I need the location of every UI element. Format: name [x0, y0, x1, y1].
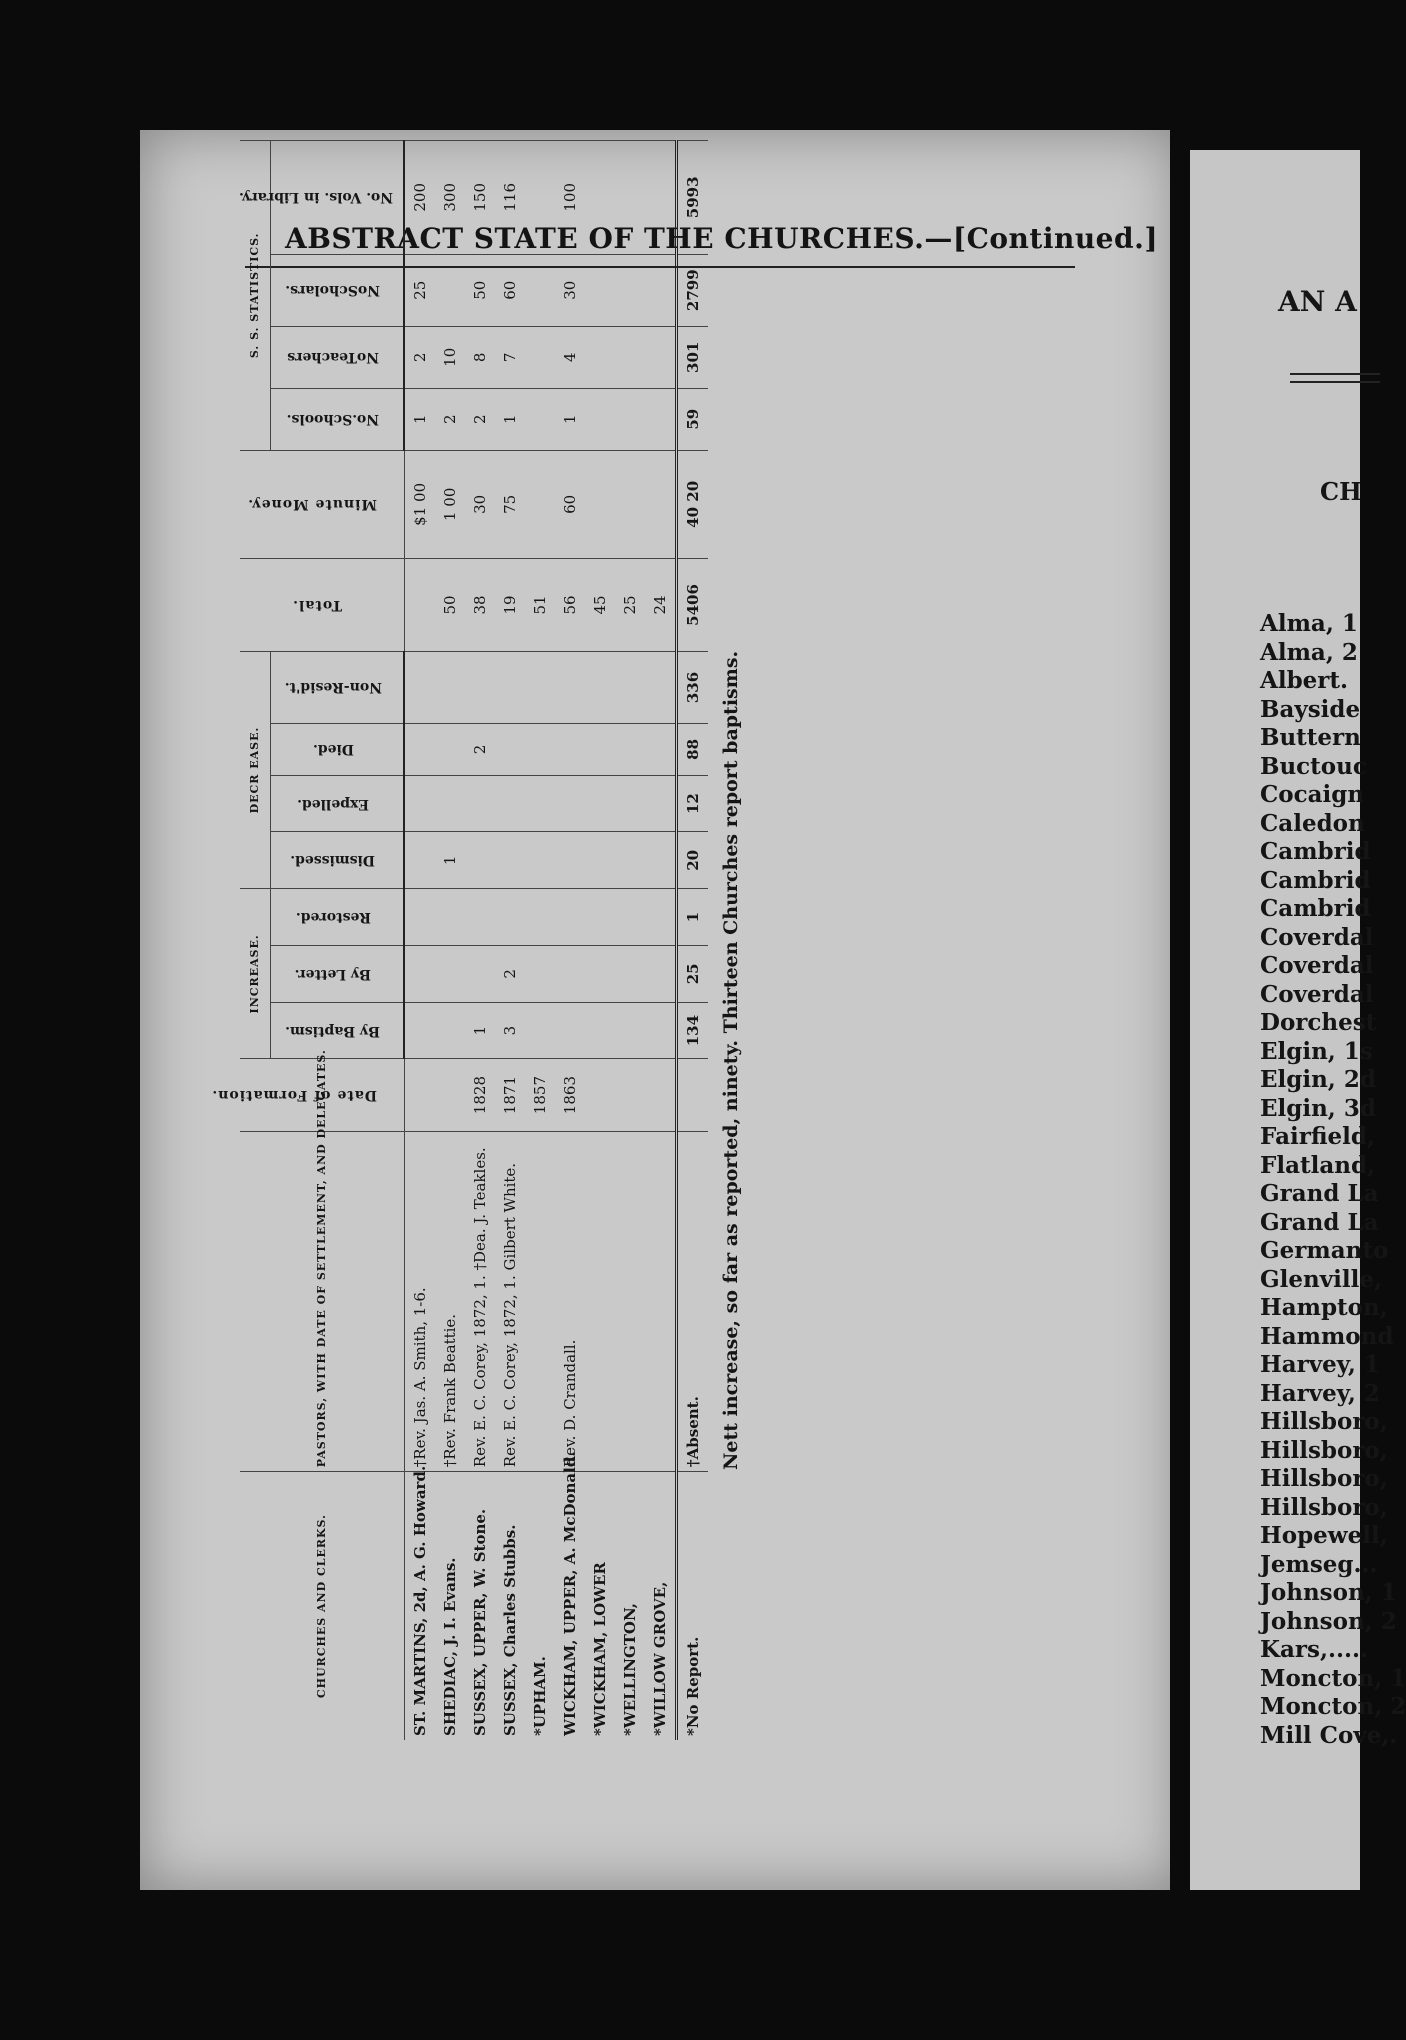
cell-baptism [585, 1002, 615, 1059]
cell-date [615, 1059, 645, 1131]
cell-nonresid [404, 651, 435, 723]
right-page-list-item: Grand La [1260, 1208, 1379, 1236]
cell-teachers [645, 326, 677, 388]
cell-scholars: 50 [465, 254, 495, 326]
cell-died [555, 724, 585, 776]
header-expelled [271, 775, 405, 832]
totals-row [677, 141, 709, 1741]
right-page-list-item: Cambrid [1260, 838, 1371, 865]
header-pastors: PASTORS, WITH DATE OF SETTLEMENT, AND DELEGATES. [240, 1131, 404, 1472]
cell-minute [585, 450, 615, 558]
header-restored-label: Restored. [295, 909, 371, 926]
right-page-list-item: Mill Cove,. [1260, 1721, 1398, 1749]
header-vols [238, 141, 405, 255]
cell-letter [525, 945, 555, 1002]
header-decrease: DECR EASE. [240, 651, 271, 888]
cell-expelled [465, 775, 495, 832]
cell-nonresid: 336 [677, 651, 709, 723]
cell-nonresid [465, 651, 495, 723]
header-schools-label: No.Schools. [286, 411, 380, 428]
right-page-list-item: Dorchest [1260, 1009, 1377, 1036]
right-page [1190, 150, 1406, 1890]
cell-letter [435, 945, 465, 1002]
header-dismissed [271, 832, 405, 889]
cell-died [525, 724, 555, 776]
cell-restored [585, 889, 615, 946]
table-row [495, 141, 525, 1741]
right-page-list-item: Hillsboro, [1260, 1436, 1388, 1464]
header-died-label: Died. [312, 741, 354, 758]
cell-teachers: 4 [555, 326, 585, 388]
table-row [645, 141, 677, 1741]
cell-pastor [615, 1131, 645, 1472]
cell-minute: 30 [465, 450, 495, 558]
cell-church: *WILLOW GROVE, [645, 1472, 677, 1740]
cell-vols: 200 [404, 141, 435, 255]
cell-expelled [435, 775, 465, 832]
cell-church: SHEDIAC, J. I. Evans. [435, 1472, 465, 1740]
header-letter-label: By Letter. [294, 965, 372, 982]
cell-date [677, 1059, 709, 1131]
nett-increase-note: Nett increase, so far as reported, ninety. Thirteen Churches report baptisms. [720, 650, 742, 1470]
cell-schools [615, 388, 645, 450]
cell-teachers: 2 [404, 326, 435, 388]
cell-letter [465, 945, 495, 1002]
right-page-list-item: Buttern [1260, 724, 1361, 751]
cell-total: 45 [585, 559, 615, 652]
cell-baptism [404, 1002, 435, 1059]
cell-died [435, 724, 465, 776]
cell-dismissed: 20 [677, 832, 709, 889]
cell-teachers [585, 326, 615, 388]
right-page-list-item: Hammond [1260, 1322, 1394, 1350]
page-title: ABSTRACT STATE OF THE CHURCHES.—[Continued.] [285, 222, 1159, 255]
cell-teachers: 8 [465, 326, 495, 388]
cell-minute: 60 [555, 450, 585, 558]
cell-vols [615, 141, 645, 255]
header-expelled-label: Expelled. [297, 795, 369, 812]
cell-dismissed [525, 832, 555, 889]
header-increase: INCREASE. [240, 889, 271, 1059]
right-page-list-item: Alma, 2 [1260, 638, 1358, 666]
cell-pastor [645, 1131, 677, 1472]
rotated-table-area [140, 130, 1180, 1890]
cell-vols: 100 [555, 141, 585, 255]
cell-total: 50 [435, 559, 465, 652]
cell-restored: 1 [677, 889, 709, 946]
cell-dismissed [555, 832, 585, 889]
right-page-list-item: Johnson, 2 [1260, 1607, 1397, 1635]
right-page-list-item: Grand La [1260, 1180, 1379, 1207]
cell-scholars [615, 254, 645, 326]
right-page-list-item: Johnson, 1 [1260, 1579, 1397, 1606]
cell-expelled [555, 775, 585, 832]
cell-baptism [615, 1002, 645, 1059]
cell-restored [435, 889, 465, 946]
header-minute-label: Minute Money. [247, 496, 377, 513]
right-page-title: AN A [1278, 285, 1357, 318]
cell-schools: 2 [435, 388, 465, 450]
right-page-list-item: Cocaign [1260, 781, 1365, 808]
cell-minute [525, 450, 555, 558]
header-baptism-label: By Baptism. [285, 1022, 381, 1039]
cell-pastor: †Rev. Jas. A. Smith, 1-6. [404, 1131, 435, 1472]
cell-teachers: 301 [677, 326, 709, 388]
cell-expelled [645, 775, 677, 832]
cell-date: 1871 [495, 1059, 525, 1131]
table-body [404, 141, 708, 1741]
cell-total: 56 [555, 559, 585, 652]
cell-total: 24 [645, 559, 677, 652]
cell-baptism [435, 1002, 465, 1059]
cell-nonresid [645, 651, 677, 723]
cell-vols: 5993 [677, 141, 709, 255]
page-gutter [1170, 120, 1192, 1940]
cell-letter [585, 945, 615, 1002]
cell-expelled [585, 775, 615, 832]
cell-nonresid [555, 651, 585, 723]
header-nonresid [271, 651, 405, 723]
right-page-list-item: Hillsboro, [1260, 1493, 1388, 1521]
right-page-list-item: Buctouc [1260, 752, 1367, 780]
left-page [140, 130, 1180, 1890]
right-page-list-item: Hillsboro, [1260, 1465, 1388, 1492]
cell-baptism: 134 [677, 1002, 709, 1059]
cell-minute [615, 450, 645, 558]
table-row [465, 141, 495, 1741]
cell-scholars: 25 [404, 254, 435, 326]
cell-date: 1828 [465, 1059, 495, 1131]
cell-schools [645, 388, 677, 450]
right-page-list-item: Fairfield, [1260, 1123, 1376, 1150]
cell-dismissed [585, 832, 615, 889]
cell-died [615, 724, 645, 776]
cell-expelled: 12 [677, 775, 709, 832]
abstract-table [211, 140, 708, 1740]
cell-died [404, 724, 435, 776]
cell-nonresid [495, 651, 525, 723]
cell-pastor: Rev. D. Crandall. [555, 1131, 585, 1472]
right-page-list-item: Hampton, [1260, 1294, 1388, 1321]
cell-died: 2 [465, 724, 495, 776]
header-total [240, 559, 404, 652]
right-page-list-item: Coverdal [1260, 952, 1374, 979]
cell-restored [615, 889, 645, 946]
cell-scholars [585, 254, 615, 326]
right-page-list-item: Elgin, 1s [1260, 1037, 1373, 1065]
right-page-list-item: Jemseg... [1260, 1550, 1378, 1578]
right-page-church-list [1260, 610, 1406, 1750]
header-schools [271, 388, 405, 450]
cell-schools [585, 388, 615, 450]
right-page-list-item: Kars,..... [1260, 1636, 1369, 1663]
cell-schools: 2 [465, 388, 495, 450]
cell-vols [645, 141, 677, 255]
right-page-list-item: Elgin, 2d [1260, 1066, 1376, 1093]
cell-died [495, 724, 525, 776]
table-row [435, 141, 465, 1741]
cell-baptism [645, 1002, 677, 1059]
cell-total: 38 [465, 559, 495, 652]
cell-died [645, 724, 677, 776]
cell-died: 88 [677, 724, 709, 776]
header-ss: S. S. STATISTICS. [240, 141, 271, 451]
cell-church: *WICKHAM, LOWER [585, 1472, 615, 1740]
cell-nonresid [435, 651, 465, 723]
cell-schools [525, 388, 555, 450]
cell-nonresid [615, 651, 645, 723]
cell-teachers: 7 [495, 326, 525, 388]
cell-nonresid [525, 651, 555, 723]
cell-restored [495, 889, 525, 946]
cell-minute: $1 00 [404, 450, 435, 558]
cell-dismissed [465, 832, 495, 889]
cell-letter [555, 945, 585, 1002]
cell-baptism: 3 [495, 1002, 525, 1059]
cell-restored [525, 889, 555, 946]
right-page-list-item: Cambrid [1260, 866, 1371, 894]
cell-scholars [525, 254, 555, 326]
cell-baptism: 1 [465, 1002, 495, 1059]
cell-schools: 59 [677, 388, 709, 450]
cell-pastor: †Absent. [677, 1131, 709, 1472]
cell-vols [525, 141, 555, 255]
right-page-list-item: Harvey, 2 [1260, 1379, 1380, 1407]
cell-church: *UPHAM. [525, 1472, 555, 1740]
cell-date: 1857 [525, 1059, 555, 1131]
right-page-subtitle: CH [1320, 477, 1362, 506]
header-scholars-label: NoScholars. [285, 282, 381, 299]
cell-teachers: 10 [435, 326, 465, 388]
right-page-list-item: Alma, 1 [1260, 610, 1358, 637]
cell-letter [615, 945, 645, 1002]
cell-pastor [525, 1131, 555, 1472]
right-page-list-item: Germanto [1260, 1237, 1389, 1264]
cell-date [645, 1059, 677, 1131]
cell-church: *No Report. [677, 1472, 709, 1740]
cell-schools: 1 [495, 388, 525, 450]
cell-restored [555, 889, 585, 946]
cell-total: 5406 [677, 559, 709, 652]
cell-dismissed: 1 [435, 832, 465, 889]
cell-schools: 1 [555, 388, 585, 450]
right-page-rule [1290, 373, 1380, 375]
cell-date [404, 1059, 435, 1131]
cell-date [585, 1059, 615, 1131]
table-row [555, 141, 585, 1741]
header-died [271, 724, 405, 776]
cell-date: 1863 [555, 1059, 585, 1131]
right-page-list-item: Albert. [1260, 667, 1349, 694]
header-vols-label: No. Vols. in Library. [238, 189, 393, 206]
cell-dismissed [495, 832, 525, 889]
cell-minute [645, 450, 677, 558]
cell-teachers [615, 326, 645, 388]
rotated-table [211, 140, 702, 1740]
cell-expelled [525, 775, 555, 832]
header-date-label: Date of Formation. [211, 1087, 377, 1104]
cell-scholars [645, 254, 677, 326]
header-letter [271, 945, 405, 1002]
header-nonresid-label: Non-Resid't. [284, 679, 382, 696]
cell-scholars [435, 254, 465, 326]
cell-minute: 1 00 [435, 450, 465, 558]
cell-teachers [525, 326, 555, 388]
cell-expelled [615, 775, 645, 832]
cell-scholars: 30 [555, 254, 585, 326]
cell-pastor: Rev. E. C. Corey, 1872, 1. †Dea. J. Teakles. [465, 1131, 495, 1472]
header-minute [240, 450, 404, 558]
cell-restored [465, 889, 495, 946]
header-baptism [271, 1002, 405, 1059]
right-page-list-item: Bayside [1260, 695, 1361, 723]
table-row [525, 141, 555, 1741]
cell-minute: 40 20 [677, 450, 709, 558]
cell-expelled [404, 775, 435, 832]
cell-restored [404, 889, 435, 946]
header-churches: CHURCHES AND CLERKS. [240, 1472, 404, 1740]
cell-vols: 116 [495, 141, 525, 255]
cell-dismissed [615, 832, 645, 889]
cell-total: 51 [525, 559, 555, 652]
cell-church: SUSSEX, UPPER, W. Stone. [465, 1472, 495, 1740]
cell-schools: 1 [404, 388, 435, 450]
cell-vols [585, 141, 615, 255]
cell-total [404, 559, 435, 652]
cell-church: *WELLINGTON, [615, 1472, 645, 1740]
right-page-list-item: Hopewell, [1260, 1522, 1388, 1549]
header-teachers [271, 326, 405, 388]
header-dismissed-label: Dismissed. [290, 852, 376, 869]
cell-letter: 2 [495, 945, 525, 1002]
right-page-list-item: Elgin, 3d [1260, 1094, 1376, 1122]
cell-minute: 75 [495, 450, 525, 558]
cell-dismissed [645, 832, 677, 889]
cell-pastor: †Rev. Frank Beattie. [435, 1131, 465, 1472]
cell-nonresid [585, 651, 615, 723]
cell-scholars: 2799 [677, 254, 709, 326]
right-page-list-item: Harvey, 1 [1260, 1351, 1380, 1378]
cell-total: 19 [495, 559, 525, 652]
right-page-rule [1290, 381, 1380, 383]
cell-date [435, 1059, 465, 1131]
cell-total: 25 [615, 559, 645, 652]
cell-scholars: 60 [495, 254, 525, 326]
right-page-list-item: Coverdal [1260, 923, 1374, 951]
cell-dismissed [404, 832, 435, 889]
header-teachers-label: NoTeachers [287, 349, 379, 366]
cell-baptism [555, 1002, 585, 1059]
cell-letter [645, 945, 677, 1002]
table-row [404, 141, 435, 1741]
cell-letter: 25 [677, 945, 709, 1002]
cell-expelled [495, 775, 525, 832]
header-restored [271, 889, 405, 946]
cell-church: SUSSEX, Charles Stubbs. [495, 1472, 525, 1740]
right-page-list-item: Hillsboro, [1260, 1408, 1388, 1435]
right-page-list-item: Flatland, [1260, 1151, 1376, 1179]
table-row [615, 141, 645, 1741]
cell-church: WICKHAM, UPPER, A. McDonald. [555, 1472, 585, 1740]
cell-died [585, 724, 615, 776]
right-page-list-item: Glenville, [1260, 1265, 1382, 1293]
cell-vols: 150 [465, 141, 495, 255]
right-page-list-item: Moncton, 2 [1260, 1693, 1406, 1720]
cell-pastor [585, 1131, 615, 1472]
cell-baptism [525, 1002, 555, 1059]
header-total-label: Total. [291, 596, 342, 613]
right-page-list-item: Caledon [1260, 809, 1365, 837]
cell-restored [645, 889, 677, 946]
cell-vols: 300 [435, 141, 465, 255]
cell-letter [404, 945, 435, 1002]
table-row [585, 141, 615, 1741]
cell-pastor: Rev. E. C. Corey, 1872, 1. Gilbert White. [495, 1131, 525, 1472]
right-page-list-item: Moncton, 1 [1260, 1664, 1406, 1692]
cell-church: ST. MARTINS, 2d, A. G. Howard. [404, 1472, 435, 1740]
header-scholars [271, 254, 405, 326]
right-page-list-item: Cambrid [1260, 895, 1371, 922]
right-page-list-item: Coverdal [1260, 980, 1374, 1008]
